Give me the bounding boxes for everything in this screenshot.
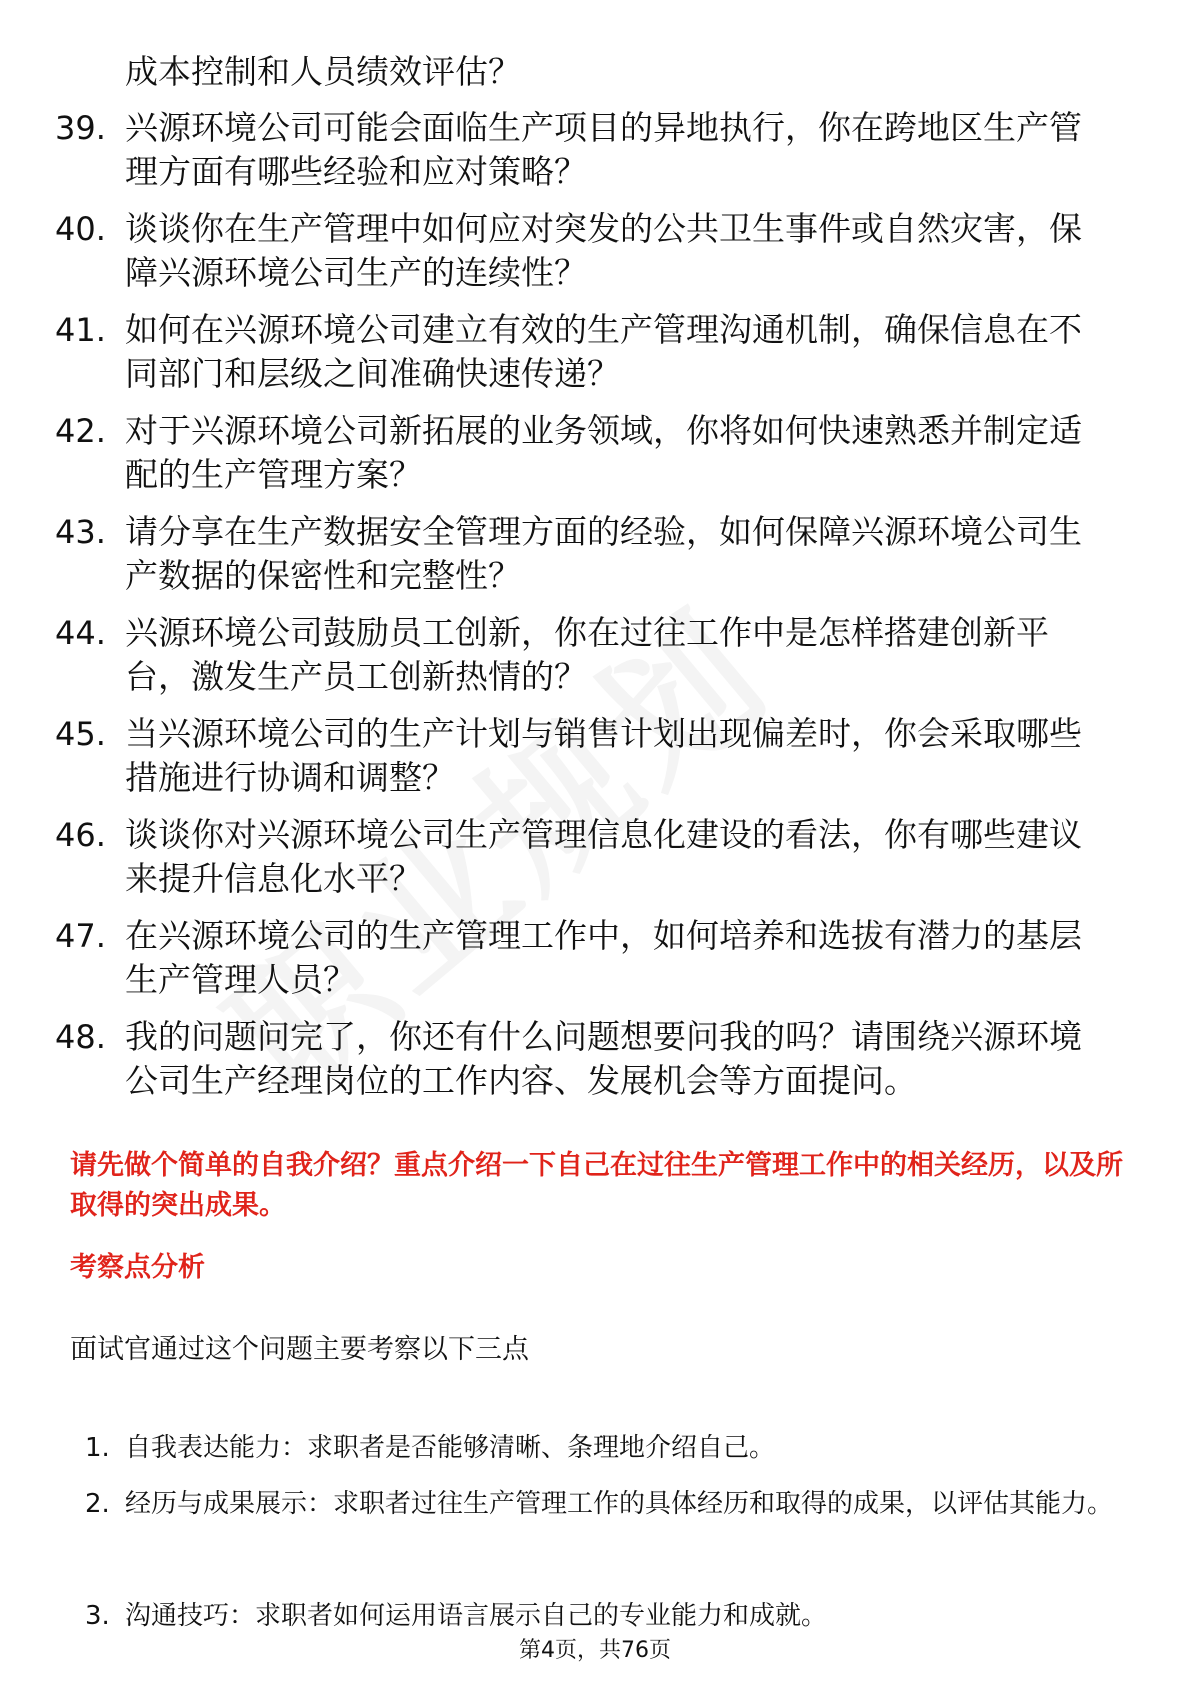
point-text: 经历与成果展示：求职者过往生产管理工作的具体经历和取得的成果，以评估其能力。 xyxy=(125,1489,1114,1519)
question-number: 46. xyxy=(55,816,106,854)
question-text: 谈谈你对兴源环境公司生产管理信息化建设的看法，你有哪些建议来提升信息化水平？ xyxy=(125,815,1082,898)
question-text: 如何在兴源环境公司建立有效的生产管理沟通机制，确保信息在不同部门和层级之间准确快速传递？ xyxy=(125,310,1082,393)
question-item xyxy=(0,510,1190,611)
question-list xyxy=(0,106,1190,1116)
question-number: 40. xyxy=(55,210,106,248)
point-number: 3. xyxy=(85,1601,110,1631)
point-number: 2. xyxy=(85,1489,110,1519)
question-item xyxy=(0,1015,1190,1116)
question-text: 请分享在生产数据安全管理方面的经验，如何保障兴源环境公司生产数据的保密性和完整性？ xyxy=(125,512,1082,595)
question-item xyxy=(0,712,1190,813)
question-number: 41. xyxy=(55,311,106,349)
section-heading: 请先做个简单的自我介绍？重点介绍一下自己在过往生产管理工作中的相关经历，以及所取得的突出成果。 xyxy=(70,1150,1123,1221)
question-item xyxy=(0,813,1190,914)
question-item xyxy=(0,106,1190,207)
question-item xyxy=(0,207,1190,308)
question-text: 兴源环境公司可能会面临生产项目的异地执行，你在跨地区生产管理方面有哪些经验和应对策略？ xyxy=(125,108,1082,191)
question-number: 39. xyxy=(55,109,106,147)
question-number: 48. xyxy=(55,1018,106,1056)
point-text: 自我表达能力：求职者是否能够清晰、条理地介绍自己。 xyxy=(125,1433,776,1463)
question-text: 当兴源环境公司的生产计划与销售计划出现偏差时，你会采取哪些措施进行协调和调整？ xyxy=(125,714,1082,797)
analysis-point xyxy=(0,1476,1190,1588)
question-item xyxy=(0,409,1190,510)
question-item xyxy=(0,308,1190,409)
question-number: 43. xyxy=(55,513,106,551)
section-intro: 面试官通过这个问题主要考察以下三点 xyxy=(70,1334,529,1365)
question-item xyxy=(0,611,1190,712)
analysis-point xyxy=(0,1420,1190,1476)
question-text: 谈谈你在生产管理中如何应对突发的公共卫生事件或自然灾害，保障兴源环境公司生产的连续性？ xyxy=(125,209,1082,292)
point-number: 1. xyxy=(85,1433,110,1463)
question-number: 42. xyxy=(55,412,106,450)
point-text: 沟通技巧：求职者如何运用语言展示自己的专业能力和成就。 xyxy=(125,1601,828,1631)
page-footer: 第4页，共76页 xyxy=(519,1638,671,1663)
question-text: 兴源环境公司鼓励员工创新，你在过往工作中是怎样搭建创新平台，激发生产员工创新热情的？ xyxy=(125,613,1049,696)
analysis-point-list xyxy=(0,1420,1190,1644)
section-subheading: 考察点分析 xyxy=(70,1252,205,1283)
question-text: 我的问题问完了，你还有什么问题想要问我的吗？请围绕兴源环境公司生产经理岗位的工作内容、发展机会等方面提问。 xyxy=(125,1017,1082,1100)
question-item xyxy=(0,914,1190,1015)
question-number: 47. xyxy=(55,917,106,955)
question-text: 在兴源环境公司的生产管理工作中，如何培养和选拔有潜力的基层生产管理人员？ xyxy=(125,916,1082,999)
question-number: 45. xyxy=(55,715,106,753)
question-continuation: 成本控制和人员绩效评估？ xyxy=(125,52,521,91)
question-text: 对于兴源环境公司新拓展的业务领域，你将如何快速熟悉并制定适配的生产管理方案？ xyxy=(125,411,1082,494)
question-number: 44. xyxy=(55,614,106,652)
